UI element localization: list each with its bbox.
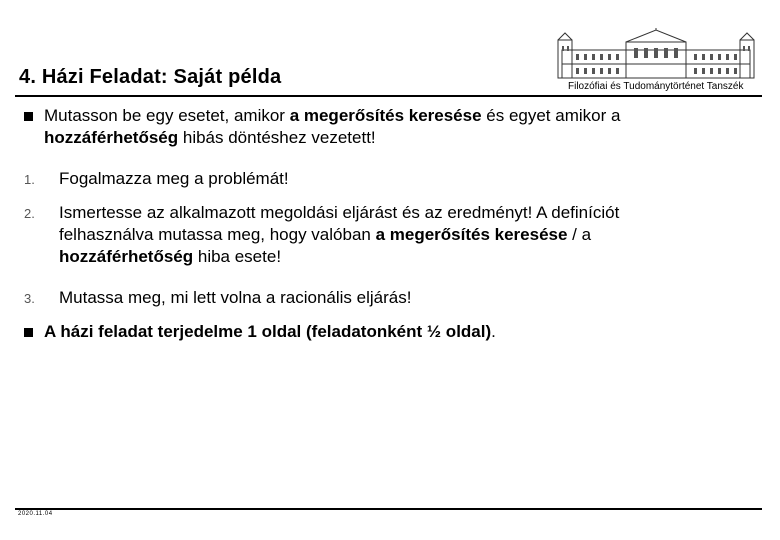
footer-divider bbox=[15, 508, 762, 510]
list-item-text: Mutassa meg, mi lett volna a racionális eljárás! bbox=[59, 288, 412, 307]
list-item-line: felhasználva mutassa meg, hogy valóban bbox=[59, 225, 376, 244]
list-item-line: Ismertesse az alkalmazott megoldási eljárást és az eredményt! A definíciót bbox=[59, 203, 620, 222]
list-item-line: / a bbox=[567, 225, 592, 244]
square-bullet-icon bbox=[24, 112, 33, 121]
logo-caption: Filozófiai és Tudománytörténet Tanszék bbox=[568, 81, 744, 92]
bullet-intro-text: és egyet amikor a bbox=[481, 106, 621, 125]
square-bullet-icon bbox=[24, 328, 33, 337]
list-item-emphasis: a megerősítés keresése bbox=[375, 225, 568, 244]
bullet-intro-emphasis: hozzáférhetőség bbox=[44, 128, 179, 147]
bullet-scope bbox=[44, 321, 496, 343]
bullet-scope-tail: . bbox=[491, 322, 496, 341]
bullet-scope-emphasis: A házi feladat terjedelme 1 oldal (feladatonként ½ oldal) bbox=[44, 322, 492, 341]
page-title: 4. Házi Feladat: Saját példa bbox=[19, 66, 282, 88]
list-number: 3. bbox=[24, 291, 35, 306]
bullet-intro-text: Mutasson be egy esetet, amikor bbox=[44, 106, 290, 125]
list-number: 2. bbox=[24, 206, 35, 221]
list-item-text: Fogalmazza meg a problémát! bbox=[59, 169, 289, 188]
list-item-line: hiba esete! bbox=[193, 247, 282, 266]
list-item-emphasis: hozzáférhetőség bbox=[59, 247, 194, 266]
footer-date: 2020.11.04 bbox=[18, 511, 53, 517]
title-divider bbox=[15, 95, 762, 97]
bullet-intro-text: hibás döntéshez vezetett! bbox=[178, 128, 376, 147]
list-item-text bbox=[59, 202, 759, 268]
bullet-intro bbox=[44, 105, 764, 149]
bullet-intro-emphasis: a megerősítés keresése bbox=[289, 106, 482, 125]
list-number: 1. bbox=[24, 172, 35, 187]
